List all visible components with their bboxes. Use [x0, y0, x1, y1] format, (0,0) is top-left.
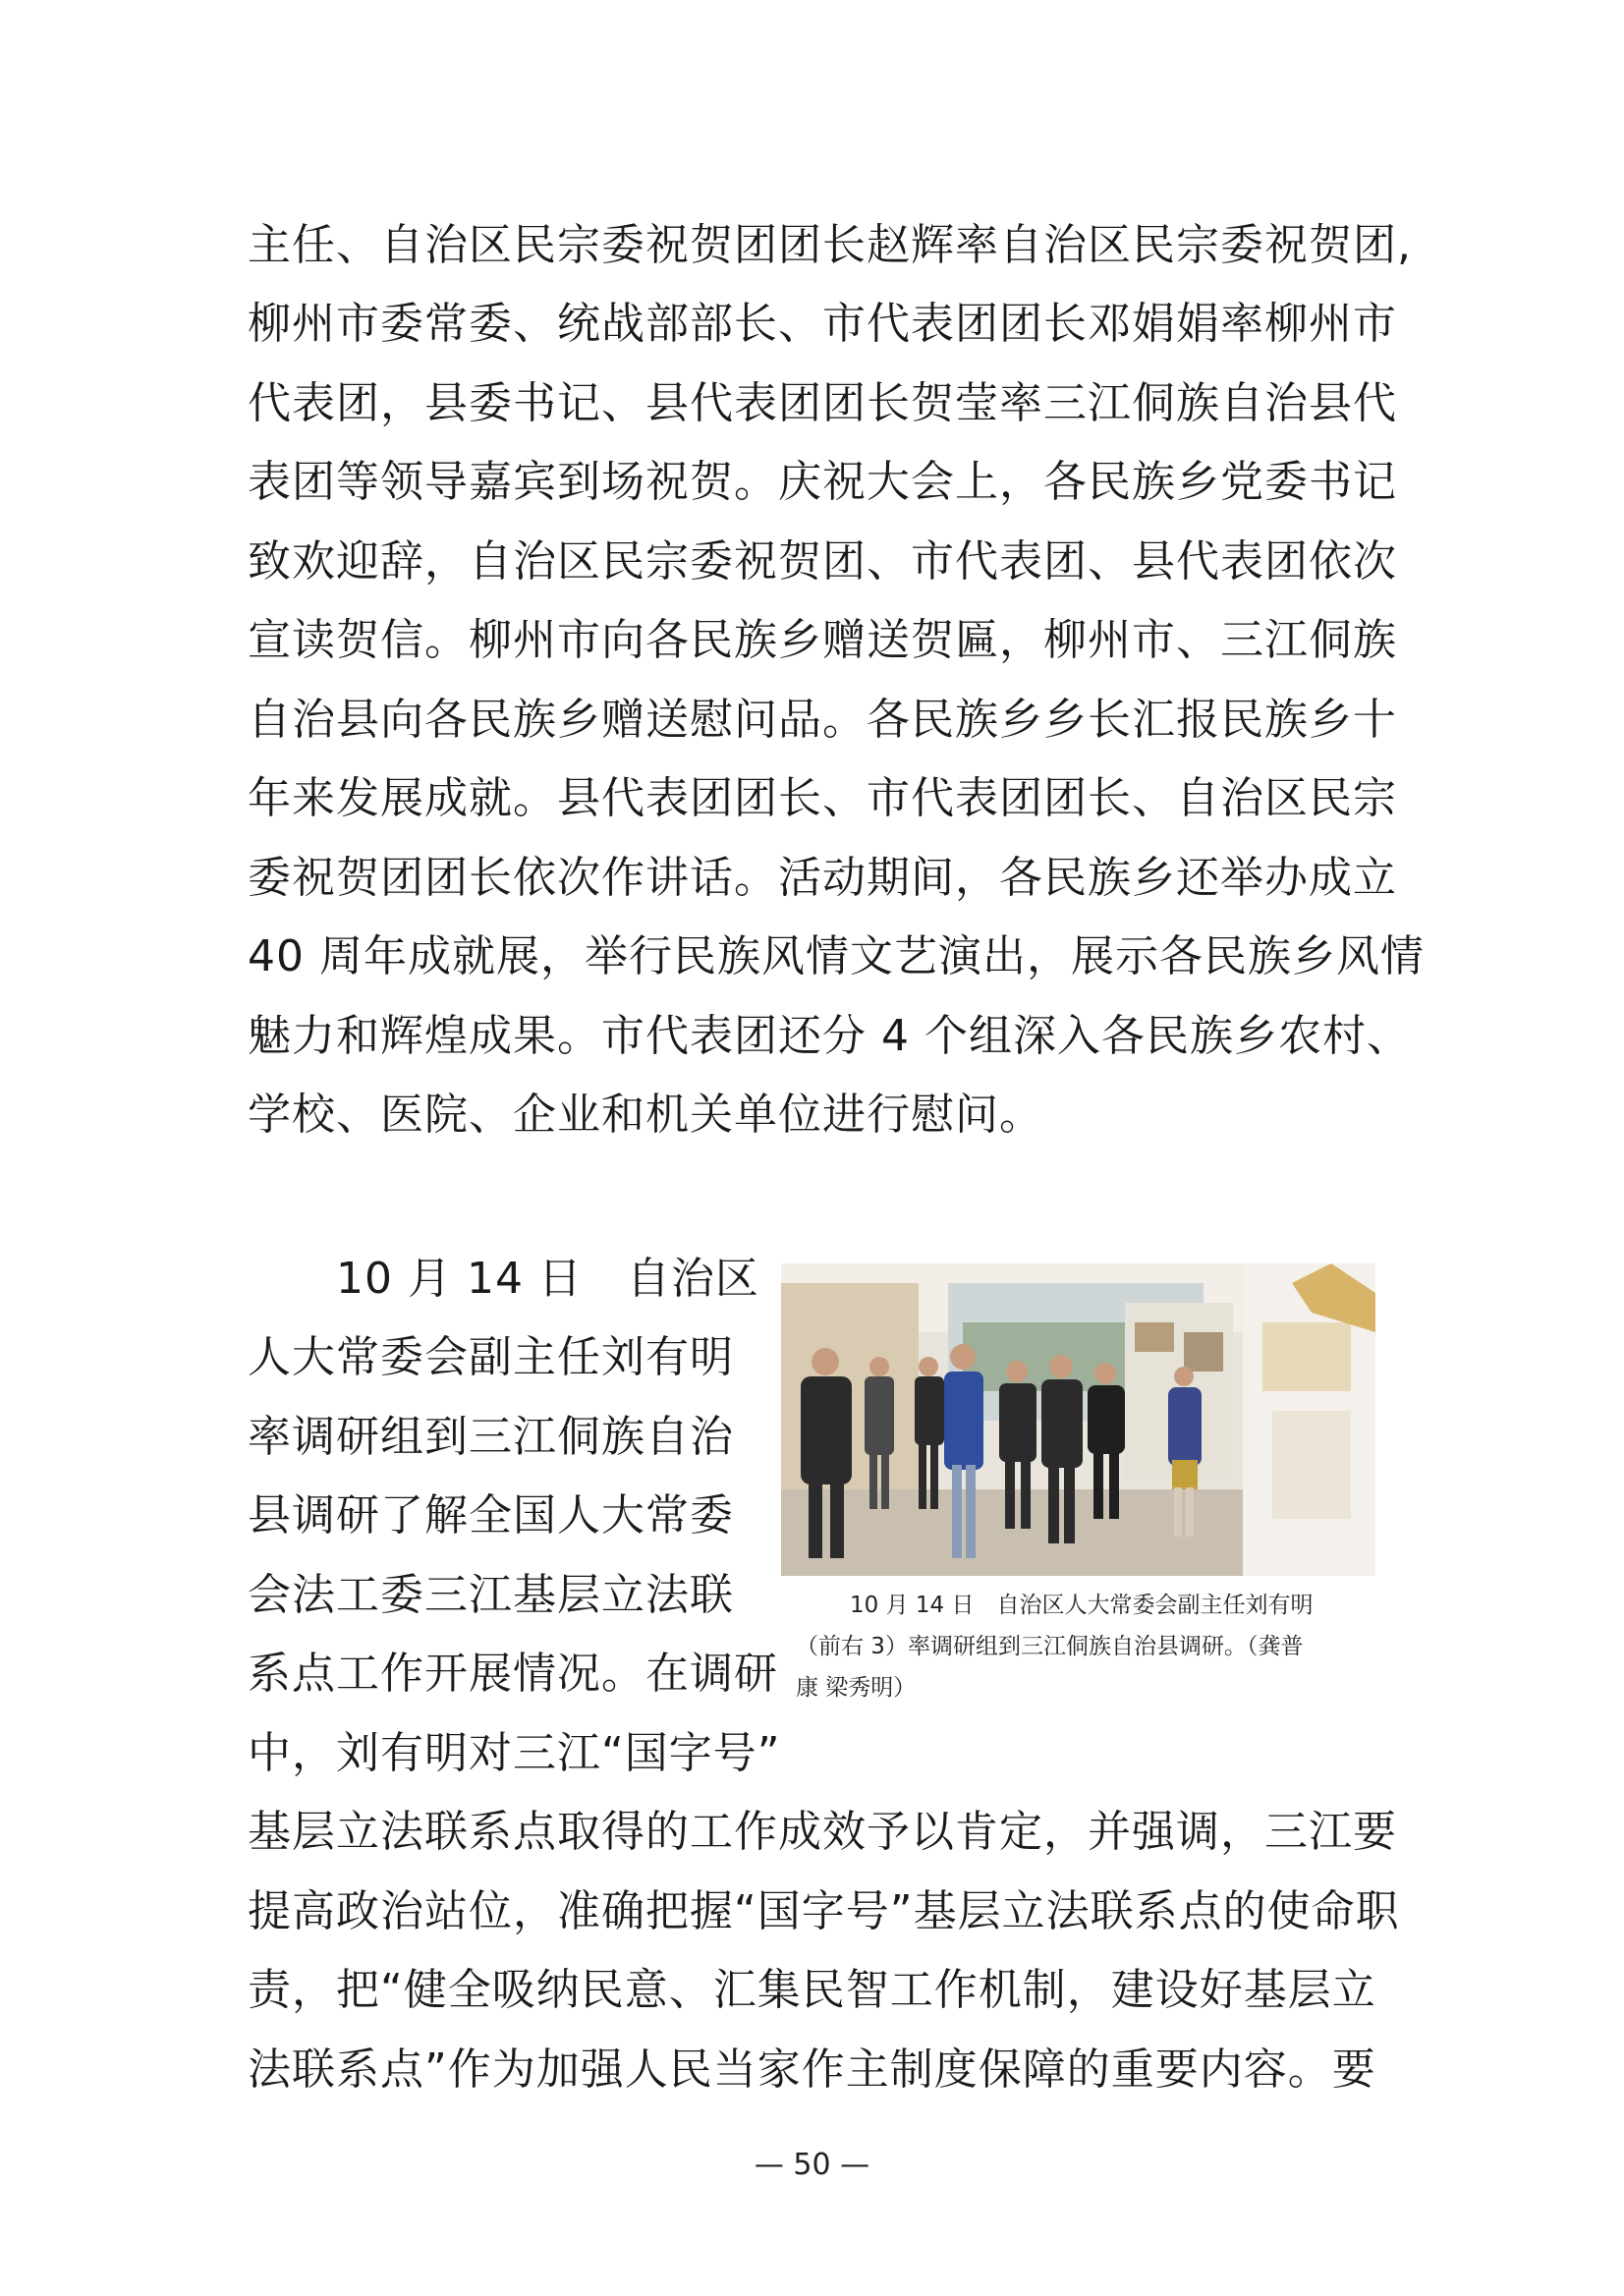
news-photo	[781, 1263, 1375, 1576]
body-line: 委祝贺团团长依次作讲话。活动期间，各民族乡还举办成立	[248, 853, 1397, 903]
body-line: 10 月 14 日 自治区	[248, 1254, 759, 1304]
body-line: 代表团，县委书记、县代表团团长贺莹率三江侗族自治县代	[248, 378, 1397, 428]
body-line: 40 周年成就展，举行民族风情文艺演出，展示各民族乡风情	[248, 931, 1425, 981]
caption-line: 10 月 14 日 自治区人大常委会副主任刘有明	[850, 1593, 1314, 1618]
body-line: 学校、医院、企业和机关单位进行慰问。	[248, 1090, 1043, 1140]
body-line: 责，把“健全吸纳民意、汇集民智工作机制，建设好基层立	[248, 1965, 1376, 2015]
body-line: 中，刘有明对三江“国字号”	[248, 1728, 781, 1778]
body-line: 柳州市委常委、统战部部长、市代表团团长邓娟娟率柳州市	[248, 299, 1397, 349]
body-line: 自治县向各民族乡赠送慰问品。各民族乡乡长汇报民族乡十	[248, 695, 1397, 745]
body-line: 县调研了解全国人大常委	[248, 1490, 734, 1540]
body-line: 会法工委三江基层立法联	[248, 1570, 734, 1620]
body-line: 宣读贺信。柳州市向各民族乡赠送贺匾，柳州市、三江侗族	[248, 615, 1397, 665]
photo-illustration	[781, 1263, 1375, 1576]
body-line: 法联系点”作为加强人民当家作主制度保障的重要内容。要	[248, 2044, 1376, 2095]
caption-line: （前右 3）率调研组到三江侗族自治县调研。（龚普	[796, 1634, 1304, 1659]
body-line: 年来发展成就。县代表团团长、市代表团团长、自治区民宗	[248, 773, 1397, 823]
body-line: 提高政治站位，准确把握“国字号”基层立法联系点的使命职	[248, 1886, 1400, 1936]
body-line: 表团等领导嘉宾到场祝贺。庆祝大会上，各民族乡党委书记	[248, 457, 1397, 507]
caption-line: 康 梁秀明）	[796, 1675, 917, 1701]
body-line: 基层立法联系点取得的工作成效予以肯定，并强调，三江要	[248, 1807, 1397, 1857]
page-number: — 50 —	[754, 2148, 870, 2182]
body-line: 主任、自治区民宗委祝贺团团长赵辉率自治区民宗委祝贺团,	[248, 220, 1412, 270]
body-line: 人大常委会副主任刘有明	[248, 1332, 734, 1382]
body-line: 率调研组到三江侗族自治	[248, 1412, 734, 1462]
body-line: 致欢迎辞，自治区民宗委祝贺团、市代表团、县代表团依次	[248, 536, 1397, 587]
body-line: 魅力和辉煌成果。市代表团还分 4 个组深入各民族乡农村、	[248, 1011, 1411, 1061]
body-line: 系点工作开展情况。在调研	[248, 1649, 778, 1699]
